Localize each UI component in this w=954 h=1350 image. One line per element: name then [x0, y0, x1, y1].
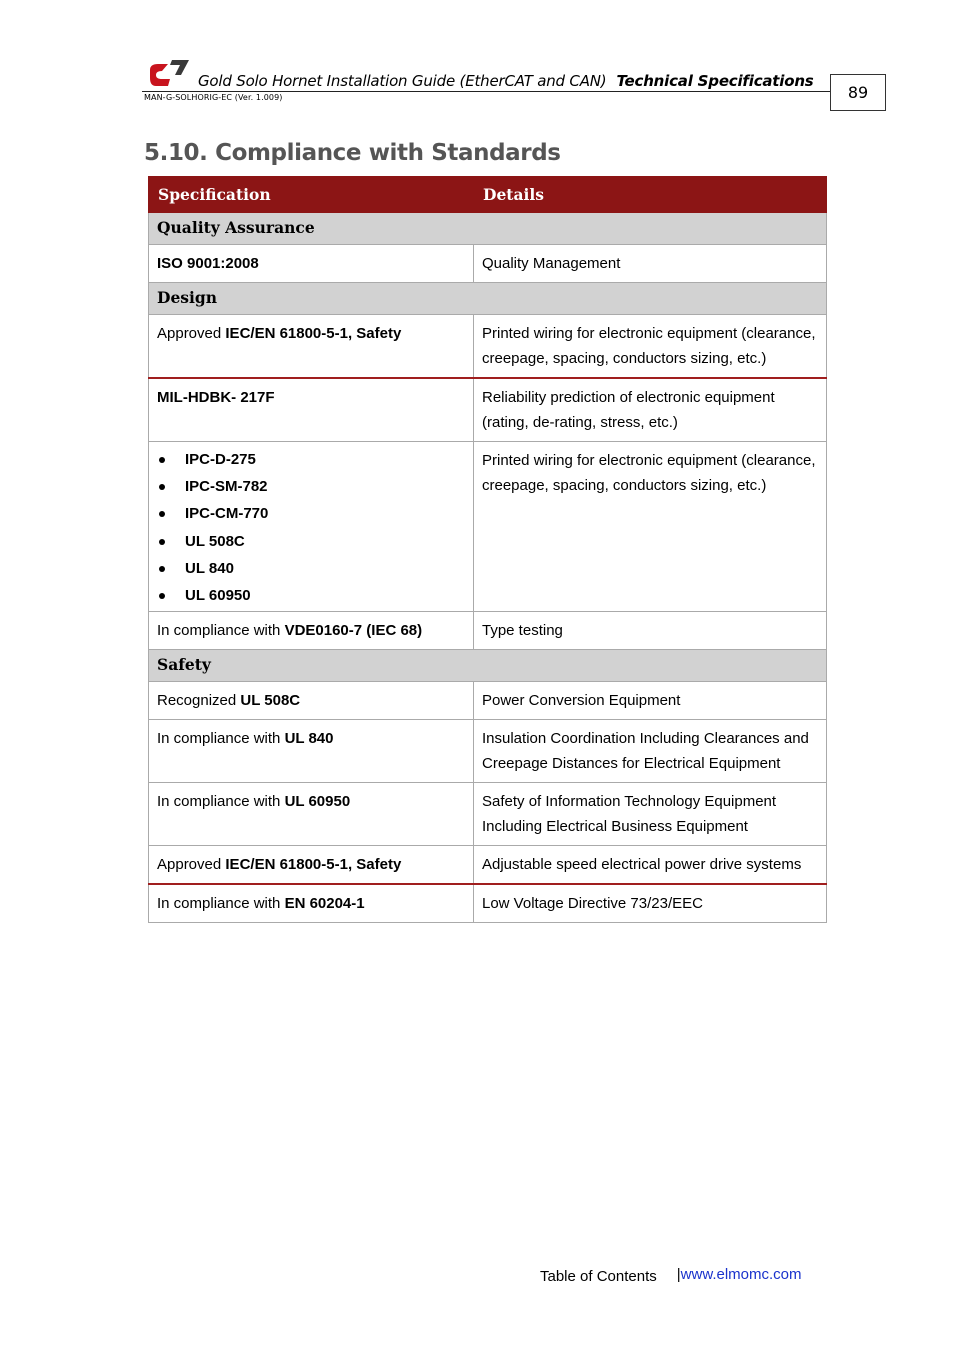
spec-cell	[149, 783, 474, 846]
spec-cell	[149, 315, 474, 379]
group-label: Quality Assurance	[149, 213, 827, 245]
spec-cell	[149, 378, 474, 442]
page-number: 89	[830, 74, 886, 111]
spec-cell	[149, 682, 474, 720]
spec-prefix: Recognized	[157, 692, 241, 710]
section-heading: 5.10. Compliance with Standards	[144, 140, 561, 166]
details-cell: Reliability prediction of electronic equipment (rating, de-rating, stress, etc.)	[474, 378, 827, 442]
website-link[interactable]: www.elmomc.com	[680, 1266, 802, 1283]
spec-standard: IEC/EN 61800-5-1, Safety	[225, 856, 402, 874]
standards-list	[157, 446, 465, 609]
list-item: UL 840	[157, 555, 465, 582]
details-cell: Adjustable speed electrical power drive systems	[474, 846, 827, 885]
table-row	[149, 315, 827, 379]
group-row-quality-assurance	[149, 213, 827, 245]
table-of-contents-link[interactable]: Table of Contents	[540, 1268, 657, 1285]
spec-prefix: In compliance with	[157, 895, 285, 913]
spec-prefix: Approved	[157, 325, 226, 342]
spec-standard: VDE0160-7 (IEC 68)	[284, 622, 423, 640]
spec-standard: UL 60950	[284, 793, 351, 811]
spec-cell	[149, 612, 474, 650]
group-label: Safety	[149, 650, 827, 682]
spec-prefix: In compliance with	[157, 793, 285, 811]
list-item: IPC-SM-782	[157, 473, 465, 500]
spec-standard: MIL-HDBK- 217F	[157, 389, 275, 406]
details-cell: Printed wiring for electronic equipment (clearance, creepage, spacing, conductors sizing, etc.)	[474, 315, 827, 379]
header-divider	[142, 91, 830, 92]
spec-prefix: In compliance with	[157, 622, 285, 640]
group-row-design	[149, 283, 827, 315]
details-cell: Type testing	[474, 612, 827, 650]
page-footer	[540, 1268, 802, 1285]
list-item: UL 508C	[157, 528, 465, 555]
table-row	[149, 442, 827, 612]
column-header-specification: Specification	[149, 177, 474, 213]
table-row	[149, 378, 827, 442]
table-row	[149, 682, 827, 720]
footer-separator: |	[676, 1266, 681, 1283]
table-row	[149, 245, 827, 283]
list-item: IPC-D-275	[157, 446, 465, 473]
spec-cell	[149, 245, 474, 283]
list-item: UL 60950	[157, 582, 465, 609]
details-cell: Insulation Coordination Including Clearances and Creepage Distances for Electrical Equipment	[474, 720, 827, 783]
column-header-details: Details	[474, 177, 827, 213]
spec-standard: UL 508C	[240, 692, 301, 710]
details-cell: Safety of Information Technology Equipment Including Electrical Business Equipment	[474, 783, 827, 846]
table-header-row	[149, 177, 827, 213]
details-cell: Power Conversion Equipment	[474, 682, 827, 720]
spec-cell	[149, 442, 474, 612]
details-cell: Printed wiring for electronic equipment (clearance, creepage, spacing, conductors sizing, etc.)	[474, 442, 827, 612]
table-row	[149, 846, 827, 885]
details-cell: Low Voltage Directive 73/23/EEC	[474, 884, 827, 923]
header-document-title	[198, 72, 814, 90]
spec-standard: IEC/EN 61800-5-1, Safety	[225, 325, 402, 342]
details-cell: Quality Management	[474, 245, 827, 283]
spec-prefix: In compliance with	[157, 730, 285, 748]
table-row	[149, 783, 827, 846]
list-item: IPC-CM-770	[157, 500, 465, 527]
spec-standard: EN 60204-1	[284, 895, 365, 913]
table-row	[149, 720, 827, 783]
spec-standard: UL 840	[284, 730, 334, 748]
group-label: Design	[149, 283, 827, 315]
document-code: MAN-G-SOLHORIG-EC (Ver. 1.009)	[144, 93, 283, 102]
spec-prefix: Approved	[157, 856, 226, 874]
section-title: Technical Specifications	[616, 72, 814, 90]
table-row	[149, 612, 827, 650]
spec-standard: ISO 9001:2008	[157, 255, 259, 272]
spec-cell	[149, 846, 474, 885]
elmo-logo-icon	[148, 58, 190, 88]
table-row	[149, 884, 827, 923]
spec-cell	[149, 720, 474, 783]
spec-cell	[149, 884, 474, 923]
compliance-table	[148, 176, 827, 923]
group-row-safety	[149, 650, 827, 682]
guide-title: Gold Solo Hornet Installation Guide (EtherCAT and CAN)	[198, 72, 607, 90]
